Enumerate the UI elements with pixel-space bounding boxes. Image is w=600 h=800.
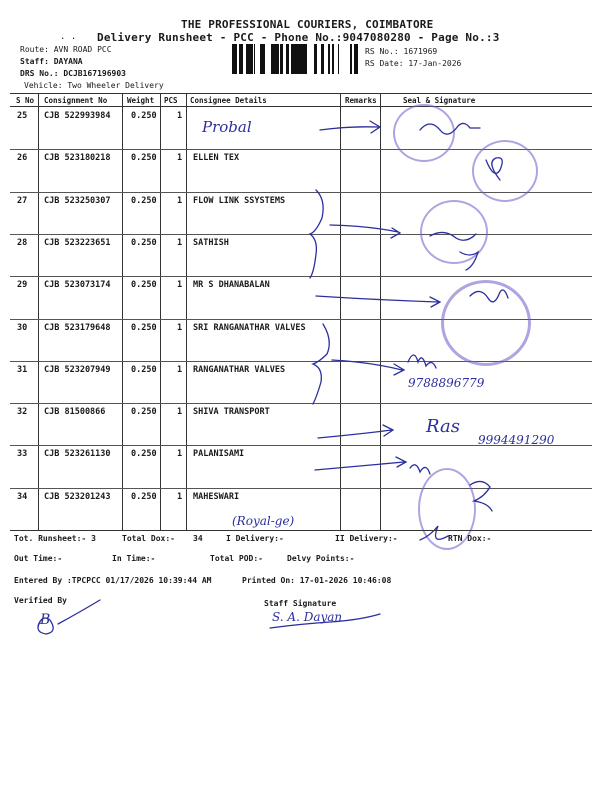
verified-by-label: Verified By — [14, 596, 67, 605]
row-pcs: 1 — [177, 407, 183, 418]
total-pod-label: Total POD:- — [210, 554, 263, 563]
staff-signature-label: Staff Signature — [264, 599, 337, 608]
row-pcs: 1 — [177, 322, 183, 333]
col-remarks: Remarks — [345, 96, 377, 105]
rs-date: RS Date: 17-Jan-2026 — [365, 59, 462, 68]
staff-signature-ink: S. A. Dayan — [272, 610, 343, 624]
vehicle-text: Vehicle: Two Wheeler Delivery — [24, 81, 164, 90]
row-sno: 33 — [17, 449, 28, 460]
row-pcs: 1 — [177, 364, 183, 375]
handwritten-name-row32: Ras — [426, 416, 460, 437]
handwritten-phone-row32: 9994491290 — [478, 433, 555, 447]
total-dox-value: 34 — [193, 534, 203, 543]
rtn-dox-label: RTN Dox:- — [448, 534, 492, 543]
tot-runsheet: Tot. Runsheet:- 3 — [14, 534, 96, 543]
row-sno: 31 — [17, 364, 28, 375]
printed-on: Printed On: 17-01-2026 10:46:08 — [242, 576, 392, 585]
ii-delivery-label: II Delivery:- — [335, 534, 398, 543]
row-weight: 0.250 — [131, 111, 157, 121]
handwritten-phone-row31: 9788896779 — [408, 376, 485, 390]
row-consignee: SATHISH — [193, 237, 229, 248]
rs-number: RS No.: 1671969 — [365, 47, 438, 56]
row-consignee: MAHESWARI — [193, 491, 240, 502]
row-consignment: CJB 523261130 — [44, 449, 111, 460]
header-dots: . . — [60, 32, 77, 42]
total-dox-label: Total Dox:- — [122, 534, 175, 543]
row-sno: 34 — [17, 491, 28, 502]
row-pcs: 1 — [177, 237, 183, 248]
row-consignee: ELLEN TEX — [193, 153, 240, 164]
row-sno: 29 — [17, 280, 28, 291]
row-consignee: MR S DHANABALAN — [193, 280, 270, 291]
row-sno: 27 — [17, 195, 28, 206]
table-bottom-line — [10, 530, 592, 531]
route-text: Route: AVN ROAD PCC — [20, 45, 112, 54]
row-weight: 0.250 — [131, 364, 157, 375]
row-consignment: CJB 523207949 — [44, 364, 111, 375]
handwritten-note-row34: (Royal-ge) — [232, 514, 295, 528]
row-consignment: CJB 523073174 — [44, 280, 111, 291]
row-weight: 0.250 — [131, 449, 157, 460]
col-pcs: PCS — [164, 96, 178, 105]
row-weight: 0.250 — [131, 322, 157, 333]
row-sno: 30 — [17, 322, 28, 333]
row-consignment: CJB 523201243 — [44, 491, 111, 502]
row-consignment: CJB 523179648 — [44, 322, 111, 333]
row-weight: 0.250 — [131, 237, 157, 248]
row-sno: 28 — [17, 237, 28, 248]
row-weight: 0.250 — [131, 491, 157, 502]
row-consignee: RANGANATHAR VALVES — [193, 364, 286, 375]
row-consignment: CJB 523223651 — [44, 237, 111, 248]
col-consignee: Consignee Details — [190, 96, 267, 105]
drs-number: DRS No.: DCJB167196903 — [20, 69, 126, 78]
row-consignment: CJB 523250307 — [44, 195, 111, 206]
row-consignee: PALANISAMI — [193, 449, 245, 460]
verified-signature: B — [40, 612, 51, 628]
row-pcs: 1 — [177, 280, 183, 291]
row-sno: 26 — [17, 153, 28, 164]
col-weight: Weight — [127, 96, 155, 105]
col-sno: S No — [16, 96, 35, 105]
col-seal: Seal & Signature — [403, 96, 476, 105]
row-consignment: CJB 522993984 — [44, 111, 111, 121]
row-consignment: CJB 81500866 — [44, 407, 106, 418]
company-title: THE PROFESSIONAL COURIERS, COIMBATORE — [181, 18, 434, 31]
row-pcs: 1 — [177, 449, 183, 460]
row-pcs: 1 — [177, 153, 183, 164]
row-consignee: SRI RANGANATHAR VALVES — [193, 322, 306, 333]
runsheet-title: Delivery Runsheet - PCC - Phone No.:9047080280 - Page No.:3 — [97, 31, 500, 44]
row-weight: 0.250 — [131, 407, 157, 418]
entered-by: Entered By :TPCPCC 01/17/2026 10:39:44 AM — [14, 576, 212, 585]
row-weight: 0.250 — [131, 280, 157, 291]
i-delivery-label: I Delivery:- — [226, 534, 284, 543]
row-weight: 0.250 — [131, 195, 157, 206]
out-time-label: Out Time:- — [14, 554, 63, 563]
row-sno: 25 — [17, 111, 28, 121]
row-pcs: 1 — [177, 111, 183, 121]
row-weight: 0.250 — [131, 153, 157, 164]
row-pcs: 1 — [177, 195, 183, 206]
row-consignment: CJB 523180218 — [44, 153, 111, 164]
in-time-label: In Time:- — [112, 554, 156, 563]
row-sno: 32 — [17, 407, 28, 418]
staff-text: Staff: DAYANA — [20, 57, 83, 66]
delvy-points-label: Delvy Points:- — [287, 554, 355, 563]
row-consignee: FLOW LINK SSYSTEMS — [193, 195, 286, 206]
row-consignee: SHIVA TRANSPORT — [193, 407, 270, 418]
col-consignment: Consignment No — [44, 96, 108, 105]
handwritten-name-row25: Probal — [202, 118, 252, 136]
row-pcs: 1 — [177, 491, 183, 502]
